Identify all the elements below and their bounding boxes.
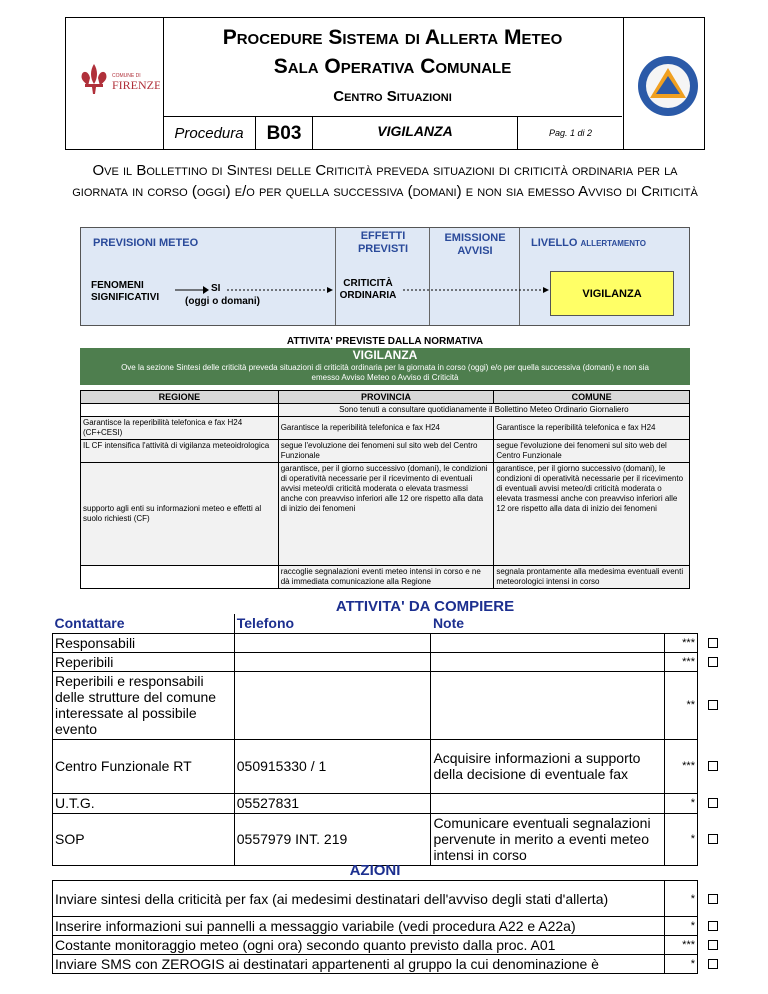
contact-phone: 0557979 INT. 219 [234, 813, 431, 865]
flow-oggi: (oggi o domani) [185, 296, 260, 307]
priority-stars: *** [665, 652, 698, 671]
table-cell: garantisce, per il giorno successivo (domani), le condizioni di operatività necessarie per il ricevimento di eventuali avvisi meteo/di criticità moderata o elevata trasmessi anche con preavviso inferiori alle 12 ore rispetto alla data di inizio dei fenomeni [278, 463, 494, 566]
azione-text: Inserire informazioni sui pannelli a messaggio variabile (vedi procedura A22 e A22a) [53, 917, 665, 936]
divider [335, 228, 336, 325]
checkbox[interactable] [708, 921, 718, 931]
checkbox[interactable] [708, 959, 718, 969]
checkbox[interactable] [708, 940, 718, 950]
flow-fenomeni: FENOMENI SIGNIFICATIVI [91, 280, 160, 303]
table-row [81, 566, 690, 589]
table-cell [698, 671, 728, 739]
table-row [81, 417, 690, 440]
table-row [53, 739, 728, 793]
table-cell: Garantisce la reperibilità telefonica e fax H24 (CF+CESI) [81, 417, 279, 440]
table-cell [698, 936, 728, 955]
divider [519, 228, 520, 325]
span-note: Sono tenuti a consultare quotidianamente il Bollettino Meteo Ordinario Giornaliero [278, 404, 689, 417]
firenze-logo [74, 60, 160, 100]
contact-name: Responsabili [53, 633, 235, 652]
contact-phone: 05527831 [234, 793, 431, 813]
normativa-band [80, 348, 690, 385]
checkbox[interactable] [708, 657, 718, 667]
azione-text: Costante monitoraggio meteo (ogni ora) secondo quanto previsto dalla proc. A01 [53, 936, 665, 955]
header-comune: COMUNE [494, 391, 690, 404]
checkbox[interactable] [708, 834, 718, 844]
table-cell [698, 813, 728, 865]
contact-note [431, 652, 665, 671]
dotted-arrow-icon [403, 287, 549, 293]
flow-diagram [80, 227, 690, 326]
table-row [53, 955, 728, 974]
flow-col-effetti: EFFETTI PREVISTI [357, 230, 409, 255]
dotted-arrow-icon [227, 287, 333, 293]
arrow-right-icon [175, 284, 209, 296]
priority-stars: * [665, 881, 698, 917]
procedura-label: Procedura [174, 125, 244, 142]
normativa-title: ATTIVITA' PREVISTE DALLA NORMATIVA [286, 336, 484, 347]
contact-name: Reperibili e responsabili delle strutture del comune interessate al possibile evento [53, 671, 235, 739]
table-row [53, 881, 728, 917]
header-note: Note [432, 615, 465, 632]
contact-phone [234, 633, 431, 652]
checkbox[interactable] [708, 700, 718, 710]
table-row [53, 936, 728, 955]
priority-stars: * [665, 813, 698, 865]
contact-name: Reperibili [53, 652, 235, 671]
header-box [65, 17, 705, 150]
checkbox[interactable] [708, 798, 718, 808]
priority-stars: * [665, 793, 698, 813]
table-cell [665, 614, 698, 633]
table-cell [698, 955, 728, 974]
table-cell: raccoglie segnalazioni eventi meteo intensi in corso e ne dà immediata comunicazione alla Regione [278, 566, 494, 589]
priority-stars: *** [665, 739, 698, 793]
flow-col-previsioni: PREVISIONI METEO [93, 237, 199, 249]
fleur-de-lis-icon [74, 60, 160, 100]
table-cell: IL CF intensifica l'attività di vigilanza meteoidrologica [81, 440, 279, 463]
divider [623, 18, 624, 149]
contact-note: Acquisire informazioni a supporto della decisione di eventuale fax [431, 739, 665, 793]
contact-note [431, 633, 665, 652]
azioni-title: AZIONI [349, 862, 401, 879]
contact-phone [234, 671, 431, 739]
normativa-table [80, 390, 690, 589]
procedura-name: VIGILANZA [377, 123, 453, 139]
contact-name: U.T.G. [53, 793, 235, 813]
title-centro: Centro Situazioni [333, 88, 452, 105]
table-row [53, 633, 728, 652]
table-row [53, 917, 728, 936]
contact-name: SOP [53, 813, 235, 865]
contact-note: Comunicare eventuali segnalazioni pervenute in merito a eventi meteo intensi in corso [431, 813, 665, 865]
title-procedure: Procedure Sistema di Allerta Meteo [222, 26, 563, 49]
table-cell [698, 793, 728, 813]
checkbox[interactable] [708, 761, 718, 771]
priority-stars: * [665, 917, 698, 936]
header-telefono: Telefono [236, 615, 295, 632]
compiere-title: ATTIVITA' DA COMPIERE [335, 598, 515, 615]
priority-stars: * [665, 955, 698, 974]
table-cell: supporto agli enti su informazioni meteo e effetti al suolo richiesti (CF) [81, 463, 279, 566]
table-cell: Garantisce la reperibilità telefonica e fax H24 [278, 417, 494, 440]
table-cell [698, 917, 728, 936]
protezione-civile-logo [636, 54, 700, 118]
azione-text: Inviare sintesi della criticità per fax (ai medesimi destinatari dell'avviso degli stati d'allerta) [53, 881, 665, 917]
contact-note [431, 793, 665, 813]
table-cell [698, 633, 728, 652]
civil-protection-emblem-icon [636, 54, 700, 118]
table-cell: segue l'evoluzione dei fenomeni sul sito web del Centro Funzionale [494, 440, 690, 463]
table-row [53, 671, 728, 739]
table-cell [81, 566, 279, 589]
table-cell: garantisce, per il giorno successivo (domani), le condizioni di operatività necessarie per il ricevimento di eventuali avvisi meteo/di criticità moderata o elevata trasmessi anche con preavviso inferiori alle 12 ore rispetto alla data di inizio dei fenomeni [494, 463, 690, 566]
table-row [53, 793, 728, 813]
allertamento-label: ALLERTAMENTO [580, 239, 646, 248]
table-cell: segue l'evoluzione dei fenomeni sul sito web del Centro Funzionale [278, 440, 494, 463]
flow-col-livello [531, 237, 646, 249]
priority-stars: *** [665, 936, 698, 955]
table-cell [698, 881, 728, 917]
table-cell: Garantisce la reperibilità telefonica e fax H24 [494, 417, 690, 440]
table-cell [81, 404, 279, 417]
checkbox[interactable] [708, 894, 718, 904]
procedura-code: B03 [255, 117, 313, 150]
contact-phone [234, 652, 431, 671]
table-cell [698, 739, 728, 793]
livello-label: LIVELLO [531, 237, 578, 249]
checkbox[interactable] [708, 638, 718, 648]
table-cell [698, 652, 728, 671]
flow-criticita: CRITICITÀ ORDINARIA [339, 278, 397, 301]
table-row [53, 652, 728, 671]
intro-text: Ove il Bollettino di Sintesi delle Criticità preveda situazioni di criticità ordinaria per la giornata in corso (oggi) e/o per quella successiva (domani) e non sia emesso Avviso di Criticità [72, 162, 698, 200]
contact-phone: 050915330 / 1 [234, 739, 431, 793]
band-title: VIGILANZA [352, 348, 418, 362]
divider [429, 228, 430, 325]
compiere-table [52, 614, 728, 866]
azione-text: Inviare SMS con ZEROGIS ai destinatari appartenenti al gruppo la cui denominazione è [53, 955, 665, 974]
flow-si: SI [211, 283, 221, 294]
table-row [81, 440, 690, 463]
table-cell [698, 614, 728, 633]
title-sala: Sala Operativa Comunale [273, 55, 512, 78]
header-contattare: Contattare [53, 614, 235, 633]
table-row [81, 463, 690, 566]
table-cell: segnala prontamente alla medesima eventuali eventi meteorologici intensi in corso [494, 566, 690, 589]
header-regione: REGIONE [81, 391, 279, 404]
band-text: Ove la sezione Sintesi delle criticità preveda situazioni di criticità ordinaria per la giornata in corso (oggi) e/o per quella successiva (domani) e non sia emesso Avviso Meteo o Avviso di Criticità [121, 363, 649, 382]
flow-col-emissione: EMISSIONE AVVISI [444, 232, 506, 257]
header-provincia: PROVINCIA [278, 391, 494, 404]
logo-small-text: COMUNE DI [112, 73, 141, 79]
logo-big-text: FIRENZE [112, 78, 160, 92]
azioni-table [52, 880, 728, 974]
priority-stars: *** [665, 633, 698, 652]
contact-note [431, 671, 665, 739]
page-number: Pag. 1 di 2 [517, 117, 623, 150]
flow-vigilanza-box: VIGILANZA [550, 271, 674, 316]
table-row [53, 813, 728, 865]
contact-name: Centro Funzionale RT [53, 739, 235, 793]
priority-stars: ** [665, 671, 698, 739]
